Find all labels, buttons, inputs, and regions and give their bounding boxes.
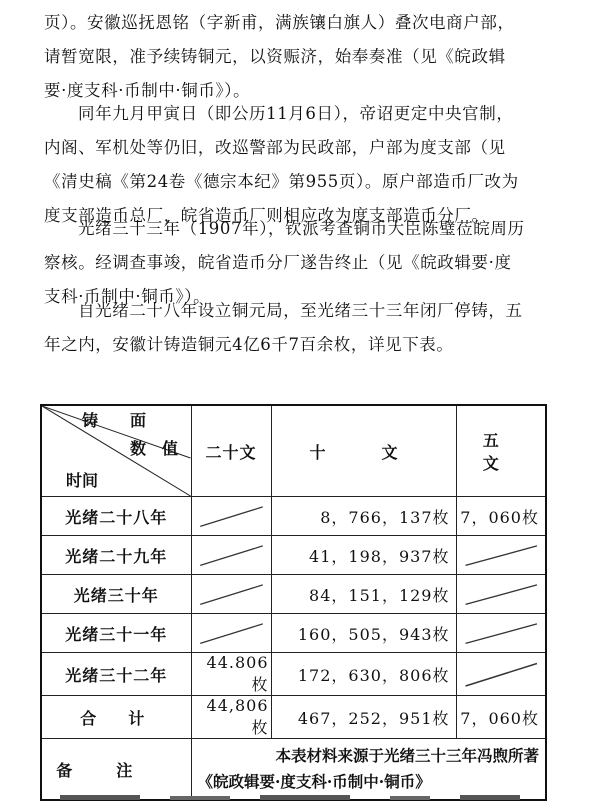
table-row (41, 575, 546, 614)
blank-cell (456, 614, 546, 653)
text-line: 页）。安徽巡抚恩铭（字新甫，满族镶白旗人）叠次电商户部， (44, 13, 515, 32)
note-label: 备注 (41, 739, 191, 801)
cut-off-line (60, 786, 560, 800)
total-10: 467，252，951枚 (271, 696, 456, 739)
row-year: 光绪三十二年 (41, 653, 191, 696)
blank-mark (463, 620, 540, 646)
blank-cell (456, 653, 546, 696)
paragraph-1 (44, 6, 592, 108)
diagonal-header-cell (41, 405, 191, 497)
header-label-time: 时间 (66, 471, 99, 490)
table-row (41, 653, 546, 696)
col-header-5: 五 文 (456, 405, 546, 497)
col-header-20: 二十文 (191, 405, 271, 497)
col-header-10: 十 文 (271, 405, 456, 497)
note-line: 《皖政辑要·度支科·币制中·铜币》 (197, 772, 431, 791)
table-row (41, 614, 546, 653)
header-label-value: 数 值 (130, 439, 179, 458)
row-year: 光绪二十九年 (41, 536, 191, 575)
blank-cell (456, 536, 546, 575)
value-10: 84，151，129枚 (271, 575, 456, 614)
paragraph-4 (44, 294, 592, 362)
blank-cell (191, 575, 271, 614)
text-line: 支科·币制中·铜币》）。 (44, 287, 211, 306)
text-line: 请暂宽限，准予续铸铜元，以资赈济，始奉奏准（见《皖政辑 (44, 47, 506, 66)
value-10: 41，198，937枚 (271, 536, 456, 575)
text-line: 自光绪二十八年设立铜元局，至光绪三十三年闭厂停铸，五 (78, 301, 523, 320)
blank-mark (463, 581, 540, 607)
header-label-denomination: 铸 面 (82, 411, 147, 430)
copper-coin-table (40, 404, 555, 801)
blank-mark (198, 620, 265, 646)
total-20: 44,806枚 (191, 696, 271, 739)
text-line: 内阁、军机处等仍旧，改巡警部为民政部，户部为度支部（见 (44, 138, 506, 157)
value-10: 160，505，943枚 (271, 614, 456, 653)
blank-cell (191, 614, 271, 653)
text-line: 察核。经调查事竣，皖省造币分厂遂告终止（见《皖政辑要·度 (44, 253, 512, 272)
value-10: 172，630，806枚 (271, 653, 456, 696)
text-line: 《清史稿《第24卷《德宗本纪》第955页）。原户部造币厂改为 (44, 172, 519, 191)
blank-cell (456, 575, 546, 614)
blank-mark (463, 659, 540, 689)
table-row (41, 497, 546, 536)
text-line: 同年九月甲寅日（即公历11月6日），帝诏更定中央官制， (78, 104, 514, 123)
blank-mark (198, 581, 265, 607)
value-20: 44.806枚 (191, 653, 271, 696)
total-5: 7，060枚 (456, 696, 546, 739)
value-10: 8，766，137枚 (271, 497, 456, 536)
blank-mark (463, 542, 540, 568)
text-line: 要·度支科·币制中·铜币》）。 (44, 81, 251, 100)
value-5: 7，060枚 (456, 497, 546, 536)
text-line: 度支部造币总厂，皖省造币厂则相应改为度支部造币分厂。 (44, 206, 489, 225)
blank-mark (198, 503, 265, 529)
blank-cell (191, 536, 271, 575)
blank-cell (191, 497, 271, 536)
total-label: 合 计 (41, 696, 191, 739)
text-line: 年之内，安徽计铸造铜元4亿6千7百余枚，详见下表。 (44, 335, 454, 354)
blank-mark (198, 542, 265, 568)
row-year: 光绪三十年 (41, 575, 191, 614)
table-row (41, 536, 546, 575)
note-line: 本表材料来源于光绪三十三年冯煦所著 (275, 746, 539, 765)
total-row (41, 696, 546, 739)
row-year: 光绪二十八年 (41, 497, 191, 536)
cut-off-text-fragment (60, 787, 560, 800)
row-year: 光绪三十一年 (41, 614, 191, 653)
text-line: 光绪三十三年（1907年），钦派考查铜币大臣陈璧莅皖周历 (78, 219, 525, 238)
